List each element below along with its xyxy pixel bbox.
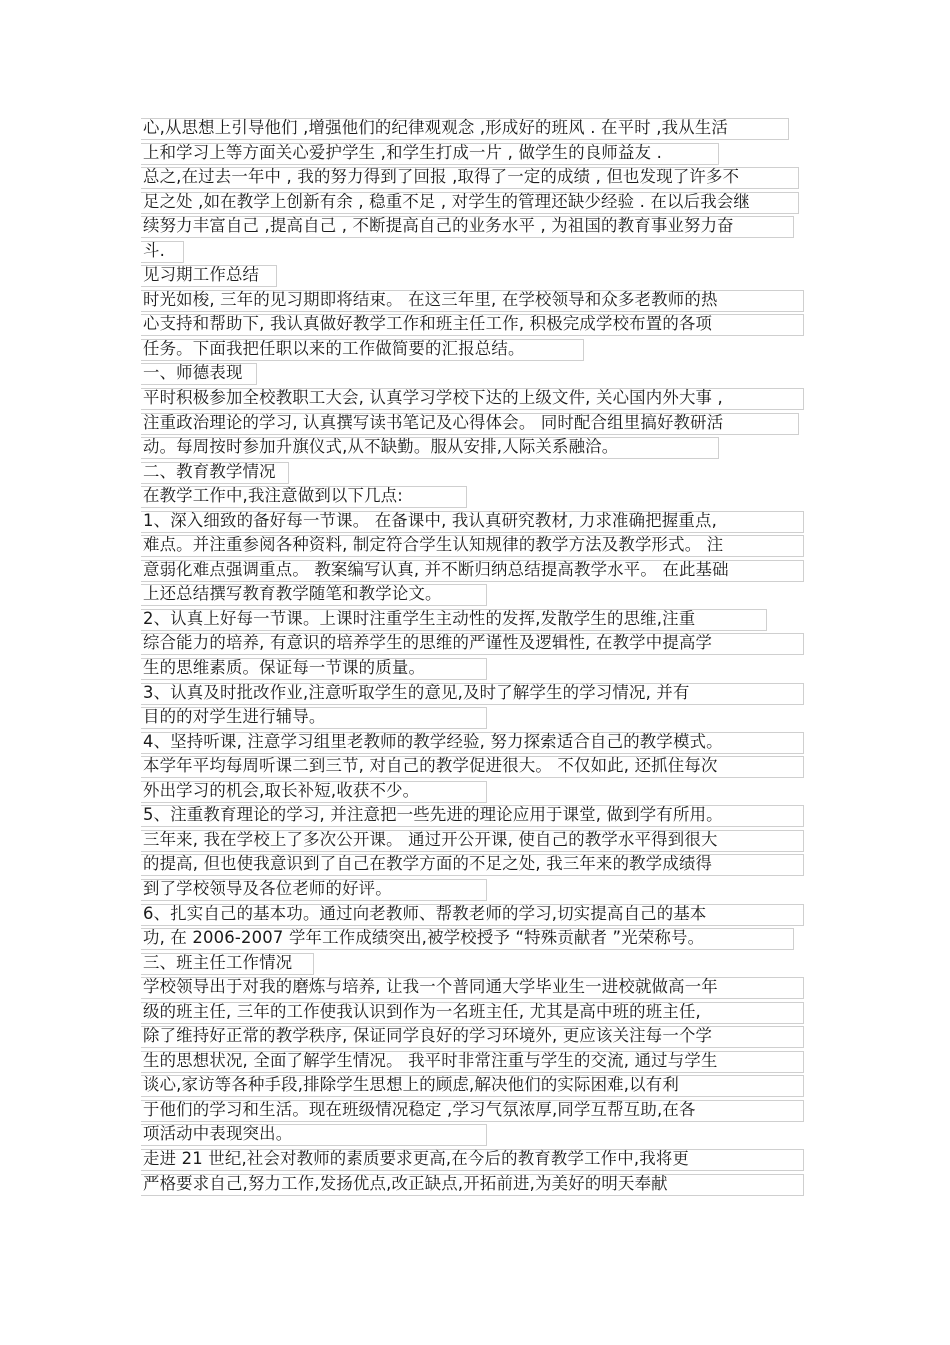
text-line xyxy=(143,337,813,362)
text-line-content: 级的班主任, 三年的工作使我认识到作为一名班主任, 尤其是高中班的班主任, xyxy=(143,1001,701,1021)
text-line-content: 上和学习上等方面关心爱护学生 ,和学生打成一片 , 做学生的良师益友 . xyxy=(143,142,662,162)
text-line-content: 时光如梭, 三年的见习期即将结束。 在这三年里, 在学校领导和众多老教师的热 xyxy=(143,289,718,309)
text-line xyxy=(143,975,813,1000)
text-line-content: 生的思维素质。保证每一节课的质量。 xyxy=(143,658,426,678)
text-line-content: 任务。下面我把任职以来的工作做简要的汇报总结。 xyxy=(143,338,525,358)
text-line xyxy=(143,582,813,607)
text-line-content: 到了学校领导及各位老师的好评。 xyxy=(143,878,392,898)
text-line-content: 走进 21 世纪,社会对教师的素质要求更高,在今后的教育教学工作中,我将更 xyxy=(143,1148,690,1168)
text-line-content: 谈心,家访等各种手段,排除学生思想上的顾虑,解决他们的实际困难,以有利 xyxy=(143,1075,679,1095)
text-line-content: 续努力丰富自己 ,提高自己 , 不断提高自己的业务水平 , 为祖国的教育事业努力奋 xyxy=(143,216,734,236)
text-line-content: 难点。并注重参阅各种资料, 制定符合学生认知规律的教学方法及教学形式。 注 xyxy=(143,535,724,555)
text-line xyxy=(143,386,813,411)
text-line xyxy=(143,1147,813,1172)
text-line xyxy=(143,411,813,436)
text-line-content: 上还总结撰写教育教学随笔和教学论文。 xyxy=(143,584,442,604)
text-line xyxy=(143,435,813,460)
document-body xyxy=(143,116,813,1196)
text-line-content: 本学年平均每周听课二到三节, 对自己的教学促进很大。 不仅如此, 还抓住每次 xyxy=(143,756,718,776)
text-line xyxy=(143,681,813,706)
text-line xyxy=(143,1000,813,1025)
text-line xyxy=(143,1172,813,1197)
text-line xyxy=(143,1122,813,1147)
text-line-content: 1、深入细致的备好每一节课。 在备课中, 我认真研究教材, 力求准确把握重点, xyxy=(143,510,717,530)
text-line-content: 总之,在过去一年中 , 我的努力得到了回报 ,取得了一定的成绩 , 但也发现了许多不 xyxy=(143,167,740,187)
text-line xyxy=(143,951,813,976)
text-line xyxy=(143,828,813,853)
text-line xyxy=(143,484,813,509)
text-line-content: 动。每周按时参加升旗仪式,从不缺勤。服从安排,人际关系融洽。 xyxy=(143,437,619,457)
text-line xyxy=(143,1073,813,1098)
text-line xyxy=(143,852,813,877)
text-line-content: 于他们的学习和生活。现在班级情况稳定 ,学习气氛浓厚,同学互帮互助,在各 xyxy=(143,1099,696,1119)
text-line xyxy=(143,656,813,681)
text-line xyxy=(143,607,813,632)
text-line-content: 综合能力的培养, 有意识的培养学生的思维的严谨性及逻辑性, 在教学中提高学 xyxy=(143,633,713,653)
text-line xyxy=(143,902,813,927)
text-line-content: 注重政治理论的学习, 认真撰写读书笔记及心得体会。 同时配合组里搞好教研活 xyxy=(143,412,724,432)
text-line xyxy=(143,1049,813,1074)
text-line xyxy=(143,1024,813,1049)
text-line-content: 二、教育教学情况 xyxy=(143,461,276,481)
text-line xyxy=(143,558,813,583)
text-line-content: 心支持和帮助下, 我认真做好教学工作和班主任工作, 积极完成学校布置的各项 xyxy=(143,314,713,334)
text-line xyxy=(143,141,813,166)
text-line-content: 心,从思想上引导他们 ,增强他们的纪律观观念 ,形成好的班风 . 在平时 ,我从生活 xyxy=(143,118,728,137)
text-line xyxy=(143,779,813,804)
text-line xyxy=(143,631,813,656)
text-line-content: 足之处 ,如在教学上创新有余 , 稳重不足 , 对学生的管理还缺少经验 . 在以后我会继 xyxy=(143,191,750,211)
text-line xyxy=(143,877,813,902)
text-line-content: 在教学工作中,我注意做到以下几点: xyxy=(143,486,403,506)
text-line xyxy=(143,239,813,264)
text-line xyxy=(143,116,813,141)
text-line-content: 2、认真上好每一节课。上课时注重学生主动性的发挥,发散学生的思维,注重 xyxy=(143,608,696,628)
text-line-content: 三年来, 我在学校上了多次公开课。 通过开公开课, 使自己的教学水平得到很大 xyxy=(143,829,718,849)
text-line xyxy=(143,361,813,386)
text-line-content: 平时积极参加全校教职工大会, 认真学习学校下达的上级文件, 关心国内外大事 , xyxy=(143,388,723,408)
text-line-content: 严格要求自己,努力工作,发扬优点,改正缺点,开拓前进,为美好的明天奉献 xyxy=(143,1173,668,1193)
text-line xyxy=(143,509,813,534)
text-line-content: 3、认真及时批改作业,注意听取学生的意见,及时了解学生的学习情况, 并有 xyxy=(143,682,690,702)
text-line-content: 除了维持好正常的教学秩序, 保证同学良好的学习环境外, 更应该关注每一个学 xyxy=(143,1026,713,1046)
text-line xyxy=(143,705,813,730)
text-line-content: 意弱化难点强调重点。 教案编写认真, 并不断归纳总结提高教学水平。 在此基础 xyxy=(143,559,729,579)
text-line-content: 斗. xyxy=(143,240,166,260)
text-line-content: 生的思想状况, 全面了解学生情况。 我平时非常注重与学生的交流, 通过与学生 xyxy=(143,1050,718,1070)
text-line-content: 外出学习的机会,取长补短,收获不少。 xyxy=(143,780,420,800)
text-line xyxy=(143,288,813,313)
text-line-content: 的提高, 但也使我意识到了自己在教学方面的不足之处, 我三年来的教学成绩得 xyxy=(143,854,713,874)
text-line-content: 三、班主任工作情况 xyxy=(143,952,293,972)
text-line xyxy=(143,730,813,755)
text-line xyxy=(143,926,813,951)
text-line xyxy=(143,263,813,288)
text-line-content: 4、坚持听课, 注意学习组里老教师的教学经验, 努力探索适合自己的教学模式。 xyxy=(143,731,723,751)
text-line-content: 项活动中表现突出。 xyxy=(143,1124,293,1144)
text-line-content: 6、扎实自己的基本功。通过向老教师、帮教老师的学习,切实提高自己的基本 xyxy=(143,903,707,923)
text-line xyxy=(143,533,813,558)
text-line xyxy=(143,165,813,190)
text-line xyxy=(143,1098,813,1123)
text-line xyxy=(143,754,813,779)
text-line-content: 功, 在 2006-2007 学年工作成绩突出,被学校授予 “特殊贡献者 ”光荣称号。 xyxy=(143,928,705,948)
text-line xyxy=(143,460,813,485)
text-line-content: 5、注重教育理论的学习, 并注意把一些先进的理论应用于课堂, 做到学有所用。 xyxy=(143,805,723,825)
text-line-content: 见习期工作总结 xyxy=(143,265,260,285)
text-line xyxy=(143,214,813,239)
text-line xyxy=(143,803,813,828)
text-line-content: 目的的对学生进行辅导。 xyxy=(143,707,326,727)
text-line xyxy=(143,312,813,337)
text-line xyxy=(143,190,813,215)
text-line-content: 一、师德表现 xyxy=(143,363,243,383)
text-line-content: 学校领导出于对我的磨炼与培养, 让我一个普同通大学毕业生一进校就做高一年 xyxy=(143,977,718,997)
